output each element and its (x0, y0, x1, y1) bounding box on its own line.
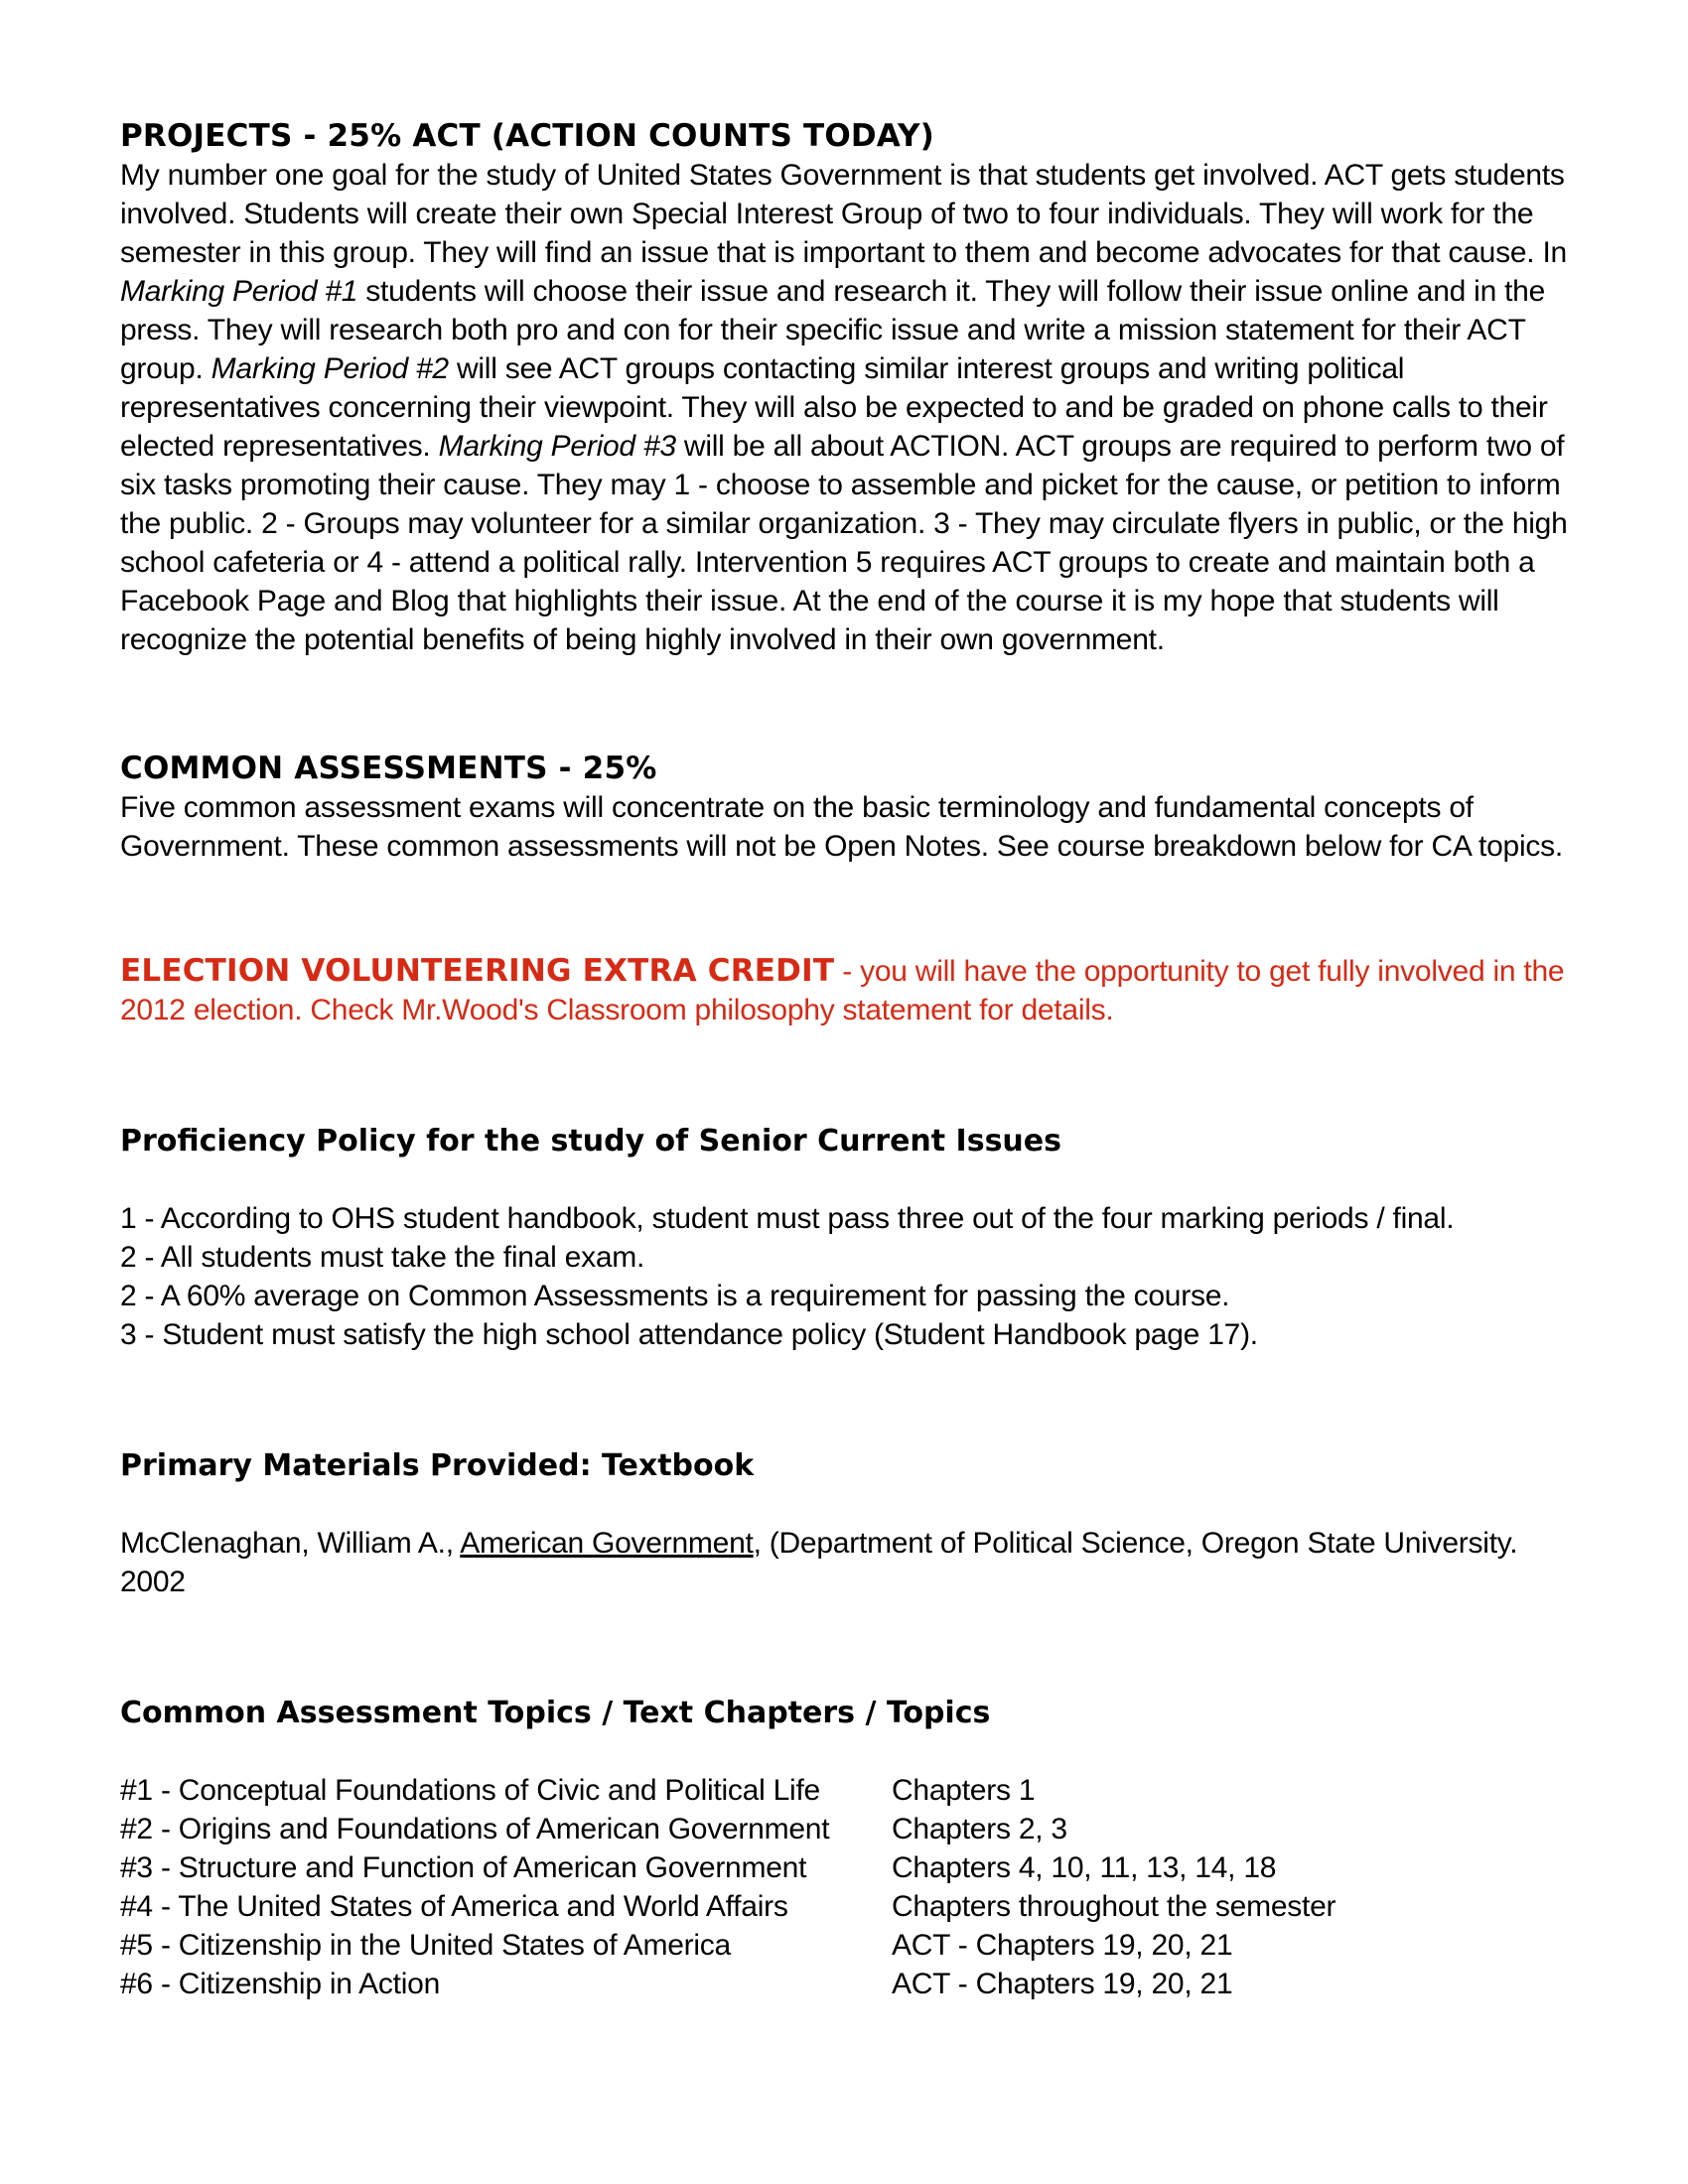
textbook-publisher: , (Department of Political Science, Oregon State University. 2002 (120, 1527, 1518, 1598)
topic-name: #6 - Citizenship in Action (120, 1968, 441, 2000)
proficiency-list (120, 1199, 1585, 1354)
projects-text-4: will be all about ACTION. ACT groups are required to perform two of six tasks promoting their cause. They may 1 - choose to assemble and picket for the cause, or petition to inform the public. 2 - Groups may volunteer for a similar organization. 3 - They may circulate flyers in public, or the high school cafeteria or 4 - attend a political rally. Intervention 5 requires ACT groups to create and maintain both a Facebook Page and Blog that highlights their issue. At the end of the course it is my hope that students will recognize the potential benefits of being highly involved in their own government. (120, 430, 1568, 656)
topic-chapters: Chapters 1 (892, 1774, 1036, 1807)
topic-name: #2 - Origins and Foundations of American Government (120, 1813, 830, 1845)
topics-heading: Common Assessment Topics / Text Chapters / Topics (120, 1696, 991, 1730)
proficiency-item: 3 - Student must satisfy the high school attendance policy (Student Handbook page 17). (120, 1318, 1258, 1351)
common-assessments-section (120, 750, 1585, 866)
extra-credit-heading: ELECTION VOLUNTEERING EXTRA CREDIT (120, 953, 835, 989)
marking-period-1: Marking Period #1 (120, 275, 358, 308)
document-content (120, 117, 1585, 2003)
topic-name: #5 - Citizenship in the United States of America (120, 1929, 731, 1962)
topics-section (120, 1694, 1585, 2003)
topic-name: #1 - Conceptual Foundations of Civic and Political Life (120, 1774, 820, 1807)
common-assessments-heading: COMMON ASSESSMENTS - 25% (120, 751, 657, 786)
projects-text-1: My number one goal for the study of United States Government is that students get involved. ACT gets students involved. Students will create their own Special Interest Group of two to four individuals. They will work for the semester in this group. They will find an issue that is important to them and become advocates for that cause. In (120, 159, 1567, 269)
topic-chapters: Chapters 2, 3 (892, 1813, 1067, 1845)
marking-period-3: Marking Period #3 (438, 430, 676, 463)
textbook-title: American Government (460, 1527, 754, 1560)
projects-paragraph (120, 156, 1585, 659)
topic-chapters: ACT - Chapters 19, 20, 21 (892, 1968, 1233, 2000)
topic-chapters: Chapters throughout the semester (892, 1890, 1336, 1923)
materials-section (120, 1446, 1585, 1601)
common-assessments-body: Five common assessment exams will concentrate on the basic terminology and fundamental concepts of Government. These common assessments will not be Open Notes. See course breakdown below for CA topics. (120, 791, 1563, 863)
extra-credit-paragraph (120, 952, 1585, 1029)
topic-name: #3 - Structure and Function of American Government (120, 1851, 807, 1884)
projects-text-3: will see ACT groups contacting similar interest groups and writing political representatives concerning their viewpoint. They will also be expected to and be graded on phone calls to their elected representatives. (120, 352, 1548, 463)
proficiency-item: 2 - A 60% average on Common Assessments is a requirement for passing the course. (120, 1280, 1230, 1312)
textbook-citation (120, 1524, 1585, 1601)
topic-name: #4 - The United States of America and World Affairs (120, 1890, 788, 1923)
proficiency-section (120, 1122, 1585, 1354)
proficiency-heading: Proficiency Policy for the study of Senior Current Issues (120, 1124, 1061, 1159)
proficiency-item: 1 - According to OHS student handbook, student must pass three out of the four marking periods / final. (120, 1202, 1455, 1235)
topic-chapters: ACT - Chapters 19, 20, 21 (892, 1929, 1233, 1962)
textbook-author: McClenaghan, William A., (120, 1527, 461, 1560)
projects-text-2: students will choose their issue and research it. They will follow their issue online and in the press. They will research both pro and con for their specific issue and write a mission statement for their ACT group. (120, 275, 1546, 385)
topic-chapters: Chapters 4, 10, 11, 13, 14, 18 (892, 1851, 1277, 1884)
marking-period-2: Marking Period #2 (211, 352, 449, 385)
materials-heading: Primary Materials Provided: Textbook (120, 1448, 755, 1483)
extra-credit-section (120, 952, 1585, 1029)
proficiency-item: 2 - All students must take the final exam. (120, 1241, 645, 1274)
extra-credit-body: - you will have the opportunity to get fully involved in the 2012 election. Check Mr.Wood's Classroom philosophy statement for details. (120, 955, 1565, 1026)
topics-table (120, 1771, 1585, 2003)
projects-heading: PROJECTS - 25% ACT (ACTION COUNTS TODAY) (120, 118, 935, 154)
projects-section (120, 117, 1585, 659)
